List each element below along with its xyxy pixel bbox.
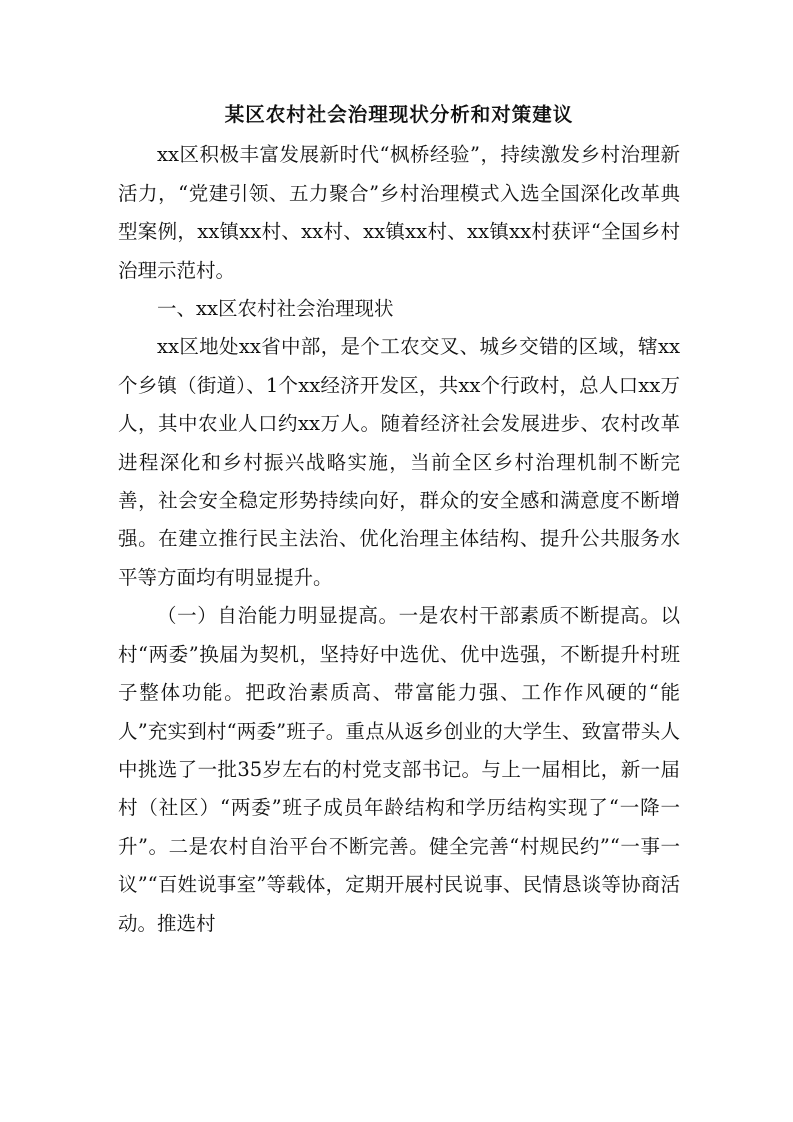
section-heading: 一、xx区农村社会治理现状 bbox=[157, 297, 394, 321]
intro-paragraph: xx区积极丰富发展新时代“枫桥经验”，持续激发乡村治理新活力，“党建引领、五力聚合”乡村治理模式入选全国深化改革典型案例，xx镇xx村、xx村、xx镇xx村、xx镇xx村获评“全国乡村治理示范村。 bbox=[118, 143, 680, 282]
document-title: 某区农村社会治理现状分析和对策建议 bbox=[224, 103, 574, 126]
body-paragraph: （一）自治能力明显提高。一是农村干部素质不断提高。以村“两委”换届为契机，坚持好中选优、优中选强，不断提升村班子整体功能。把政治素质高、带富能力强、工作作风硬的“能人”充实到村“两委”班子。重点从返乡创业的大学生、致富带头人中挑选了一批35岁左右的村党支部书记。与上一届相比，新一届村（社区）“两委”班子成员年龄结构和学历结构实现了“一降一升”。二是农村自治平台不断完善。健全完善“村规民约”“一事一议”“百姓说事室”等载体，定期开展村民说事、民情恳谈等协商活动。推选村 bbox=[118, 604, 680, 935]
body-paragraph: xx区地处xx省中部，是个工农交叉、城乡交错的区域，辖xx个乡镇（街道）、1个xx经济开发区，共xx个行政村，总人口xx万人，其中农业人口约xx万人。随着经济社会发展进步、农村改革进程深化和乡村振兴战略实施，当前全区乡村治理机制不断完善，社会安全稳定形势持续向好，群众的安全感和满意度不断增强。在建立推行民主法治、优化治理主体结构、提升公共服务水平等方面均有明显提升。 bbox=[118, 335, 680, 589]
document-body bbox=[118, 96, 680, 943]
